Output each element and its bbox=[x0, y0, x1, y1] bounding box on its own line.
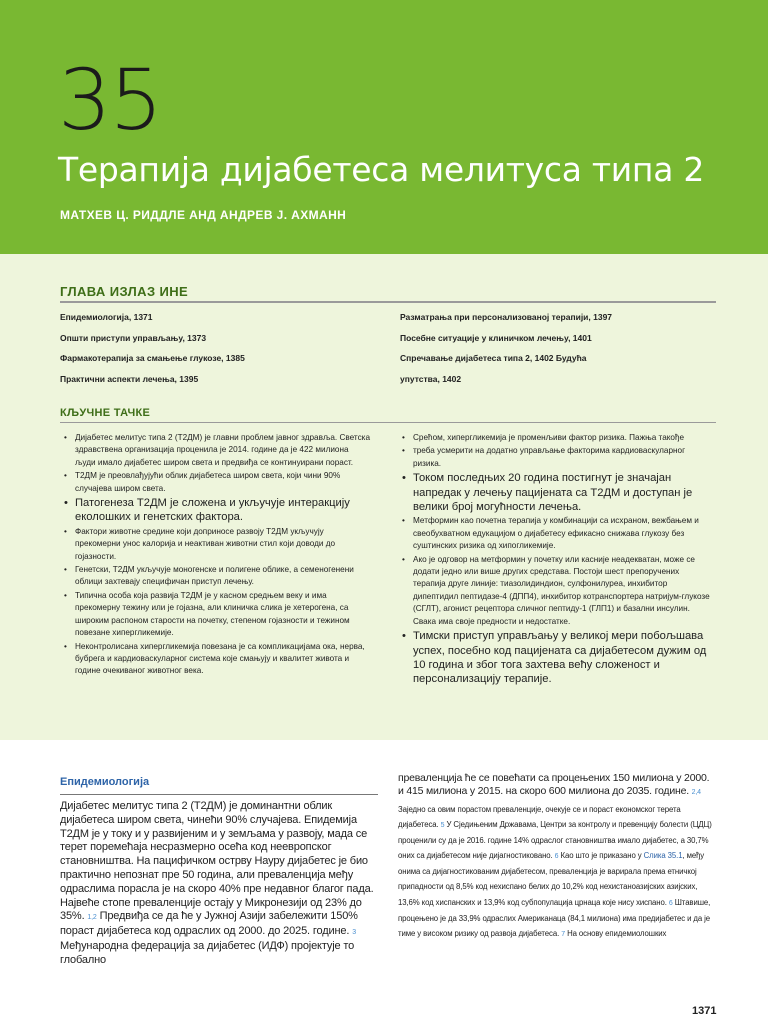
citation-link[interactable]: 2,4 bbox=[691, 788, 701, 796]
outline-title: ГЛАВА ИЗЛАЗ ИНЕ bbox=[60, 284, 189, 299]
body-text: На основу епидемиолошких bbox=[567, 928, 667, 938]
chapter-number: 35 bbox=[58, 51, 161, 149]
outline-item[interactable]: Посебне ситуације у клиничком лечењу, 1401 bbox=[400, 332, 592, 343]
chapter-title: Терапија дијабетеса мелитуса типа 2 bbox=[58, 150, 705, 189]
outline-item[interactable]: упутства, 1402 bbox=[400, 373, 462, 384]
body-text: Заједно са овим порастом преваленције, очекује се и пораст економског терета дијабетеса. bbox=[398, 805, 681, 830]
body-paragraph bbox=[60, 800, 378, 968]
outline-right-column bbox=[400, 311, 612, 393]
outline-item[interactable]: Епидемиологија, 1371 bbox=[60, 312, 153, 322]
outline-item[interactable]: Фармакотерапија за смањење глукозе, 1385 bbox=[60, 353, 245, 363]
key-points-title: КЉУЧНЕ ТАЧКЕ bbox=[60, 407, 151, 419]
citation-link[interactable]: 6 bbox=[668, 899, 673, 907]
chapter-header bbox=[0, 0, 768, 254]
body-text: преваленција ће се повећати са процењених 150 милиона у 2000. и 415 милиона у 2015. на скоро 600 милиона до 2035. године. bbox=[398, 772, 710, 797]
outline-item[interactable]: Општи приступи управљању, 1373 bbox=[60, 332, 207, 343]
key-points-left-list bbox=[64, 432, 370, 679]
section-heading: Епидемиологија bbox=[60, 776, 378, 795]
right-text-column bbox=[398, 772, 716, 942]
key-point: • Патогенеза Т2ДМ је сложена и укључује интеракцију еколошких и генетских фактора. bbox=[64, 496, 370, 525]
citation-link[interactable]: 3 bbox=[352, 929, 356, 937]
key-point: • Т2ДМ је преовлађујући облик дијабетеса широм света, који чини 90% случајева широм света. bbox=[64, 470, 370, 495]
key-point: • Типична особа која развија Т2ДМ је у касном средњем веку и има прекомерну тежину или је гојазна, али клиничка слика је хетерогена, са широким распоном старости на почетку, степеном гојазности и тежином повезане хипергликемије. bbox=[64, 590, 370, 640]
body-text: , међу онима са дијагностикованим дијабетесом, преваленција је варирала према етничкој припадности од 8,5% код нехиспано белих до 10,2% код нехистанoазијских азијских, 13,6% код хиспанских и 13,9% код субпопулација црнаца које нису хиспано. bbox=[398, 851, 705, 907]
key-point: • Метформин као почетна терапија у комбинацији са исхраном, вежбањем и свеобухватном едукацијом о дијабетесу ефикасно снижава глукозу без суштинских ризика од хипогликемије. bbox=[402, 515, 714, 552]
key-point: • Генетски, Т2ДМ укључује моногенске и полигене облике, а семеногенени облици захтевају специфичан приступ лечењу. bbox=[64, 564, 370, 589]
key-point: • Фактори животне средине који доприносе развоју Т2ДМ укључују прекомерни унос калорија и неактиван животни стил који доводи до гојазности. bbox=[64, 526, 370, 563]
key-point: • Током последњих 20 година постигнут је значајан напредак у лечењу пацијената са Т2ДМ и доступан је велики број могућности лечења. bbox=[402, 471, 714, 514]
body-text: У Сједињеним Државама, Центри за контролу и превенцију болести (ЦДЦ) проценили су да је 2016. године 14% одраслог становништва имало дијабетес, а 30,7% оних са дијабетесом није дијагностиковано. bbox=[398, 820, 712, 861]
key-point: • Тимски приступ управљању у великој мери побољшава успех, посебно код пацијената са дијабетесом дужим од 10 година и због тога захтева већу сложеност и персонализацију терапије. bbox=[402, 629, 714, 687]
body-text: Међународна федерација за дијабетес (ИДФ) пројектује то глобално bbox=[60, 939, 355, 966]
citation-link[interactable]: 1,2 bbox=[87, 914, 97, 922]
outline-item[interactable]: Практични аспекти лечења, 1395 bbox=[60, 373, 199, 384]
key-point: • Ако је одговор на метформин у почетку или касније неадекватан, може се додати једно или више других средстава. Постоји шест препоручених терапија друге линије: тиазолидиндион, сулфонилуреа, инхибитор дипептидил пептидазе-4 (ДПП4), инхибитор котранспортера натријум-глукозе (СГЛТ), агонист рецептора сличног пептиду-1 (ГЛП1) и базални инсулин. Свака има своје предности и недостатке. bbox=[402, 554, 714, 628]
body-text: Предвиђа се да ће у Јужној Азији забележити 150% пораст дијабетеса код одраслих од 2000. до 2025. године. bbox=[60, 910, 358, 938]
outline-item[interactable]: Спречавање дијабетеса типа 2, 1402 Будућа bbox=[400, 353, 587, 363]
key-points-divider bbox=[60, 422, 716, 423]
key-points-right-list bbox=[402, 432, 714, 688]
outline-item[interactable]: Разматрања при персонализованој терапији, 1397 bbox=[400, 312, 613, 322]
chapter-authors: МАТХЕВ Ц. РИДДЛЕ АНД АНДРЕВ Ј. АХМАНН bbox=[60, 208, 347, 222]
key-point: • Неконтролисана хипергликемија повезана је са компликацијама ока, нерва, бубрега и кардиоваскуларног система које смањују и квалитет живота и године очекиваног животног века. bbox=[64, 641, 370, 678]
citation-link[interactable]: 5 bbox=[440, 822, 445, 830]
citation-link[interactable]: 6 bbox=[554, 853, 559, 861]
key-point: • Дијабетес мелитус типа 2 (Т2ДМ) је главни проблем јавног здравља. Светска здравствена организација проценила је 2014. године да је 422 милиона људи имало дијабетес широм света и предвиђа се континуирани пораст. bbox=[64, 432, 370, 469]
key-point: • Срећом, хипергликемија је променљиви фактор ризика. Пажња такође bbox=[402, 432, 714, 444]
chapter-outline-box bbox=[0, 254, 768, 740]
epidemiology-section bbox=[60, 776, 378, 968]
body-paragraph bbox=[398, 772, 716, 799]
body-text: Дијабетес мелитус типа 2 (Т2ДМ) је доминантни облик дијабетеса широм света, чинећи 90% случајева. Епидемија Т2ДМ је у току и у развијеним и у земљама у развоју, мада се терет поремећаја несразмерно осећа код неевропског становништва. На пацифичком острву Науру дијабетес је био практично непознат пре 50 година, али преваленција међу одраслима порасла је на скоро 40% пре недавног благог пада. Највеће стопе преваленције остају у Микронезији од 23% до 35%. bbox=[60, 800, 374, 923]
outline-divider bbox=[60, 301, 716, 303]
body-paragraph bbox=[398, 802, 716, 942]
key-point: • треба усмерити на додатно управљање факторима кардиоваскуларног ризика. bbox=[402, 445, 714, 470]
body-text: Као што је приказано у bbox=[560, 851, 642, 861]
outline-left-column bbox=[60, 311, 245, 393]
page-number: 1371 bbox=[692, 1005, 717, 1017]
citation-link[interactable]: 7 bbox=[561, 930, 566, 938]
figure-link[interactable]: Слика 35.1 bbox=[643, 851, 683, 861]
body-text: Штавише, процењено је да 33,9% одраслих Американаца (84,1 милиона) има предијабетес и да је тиме у високом ризику од развоја дијабетеса. bbox=[398, 897, 711, 938]
